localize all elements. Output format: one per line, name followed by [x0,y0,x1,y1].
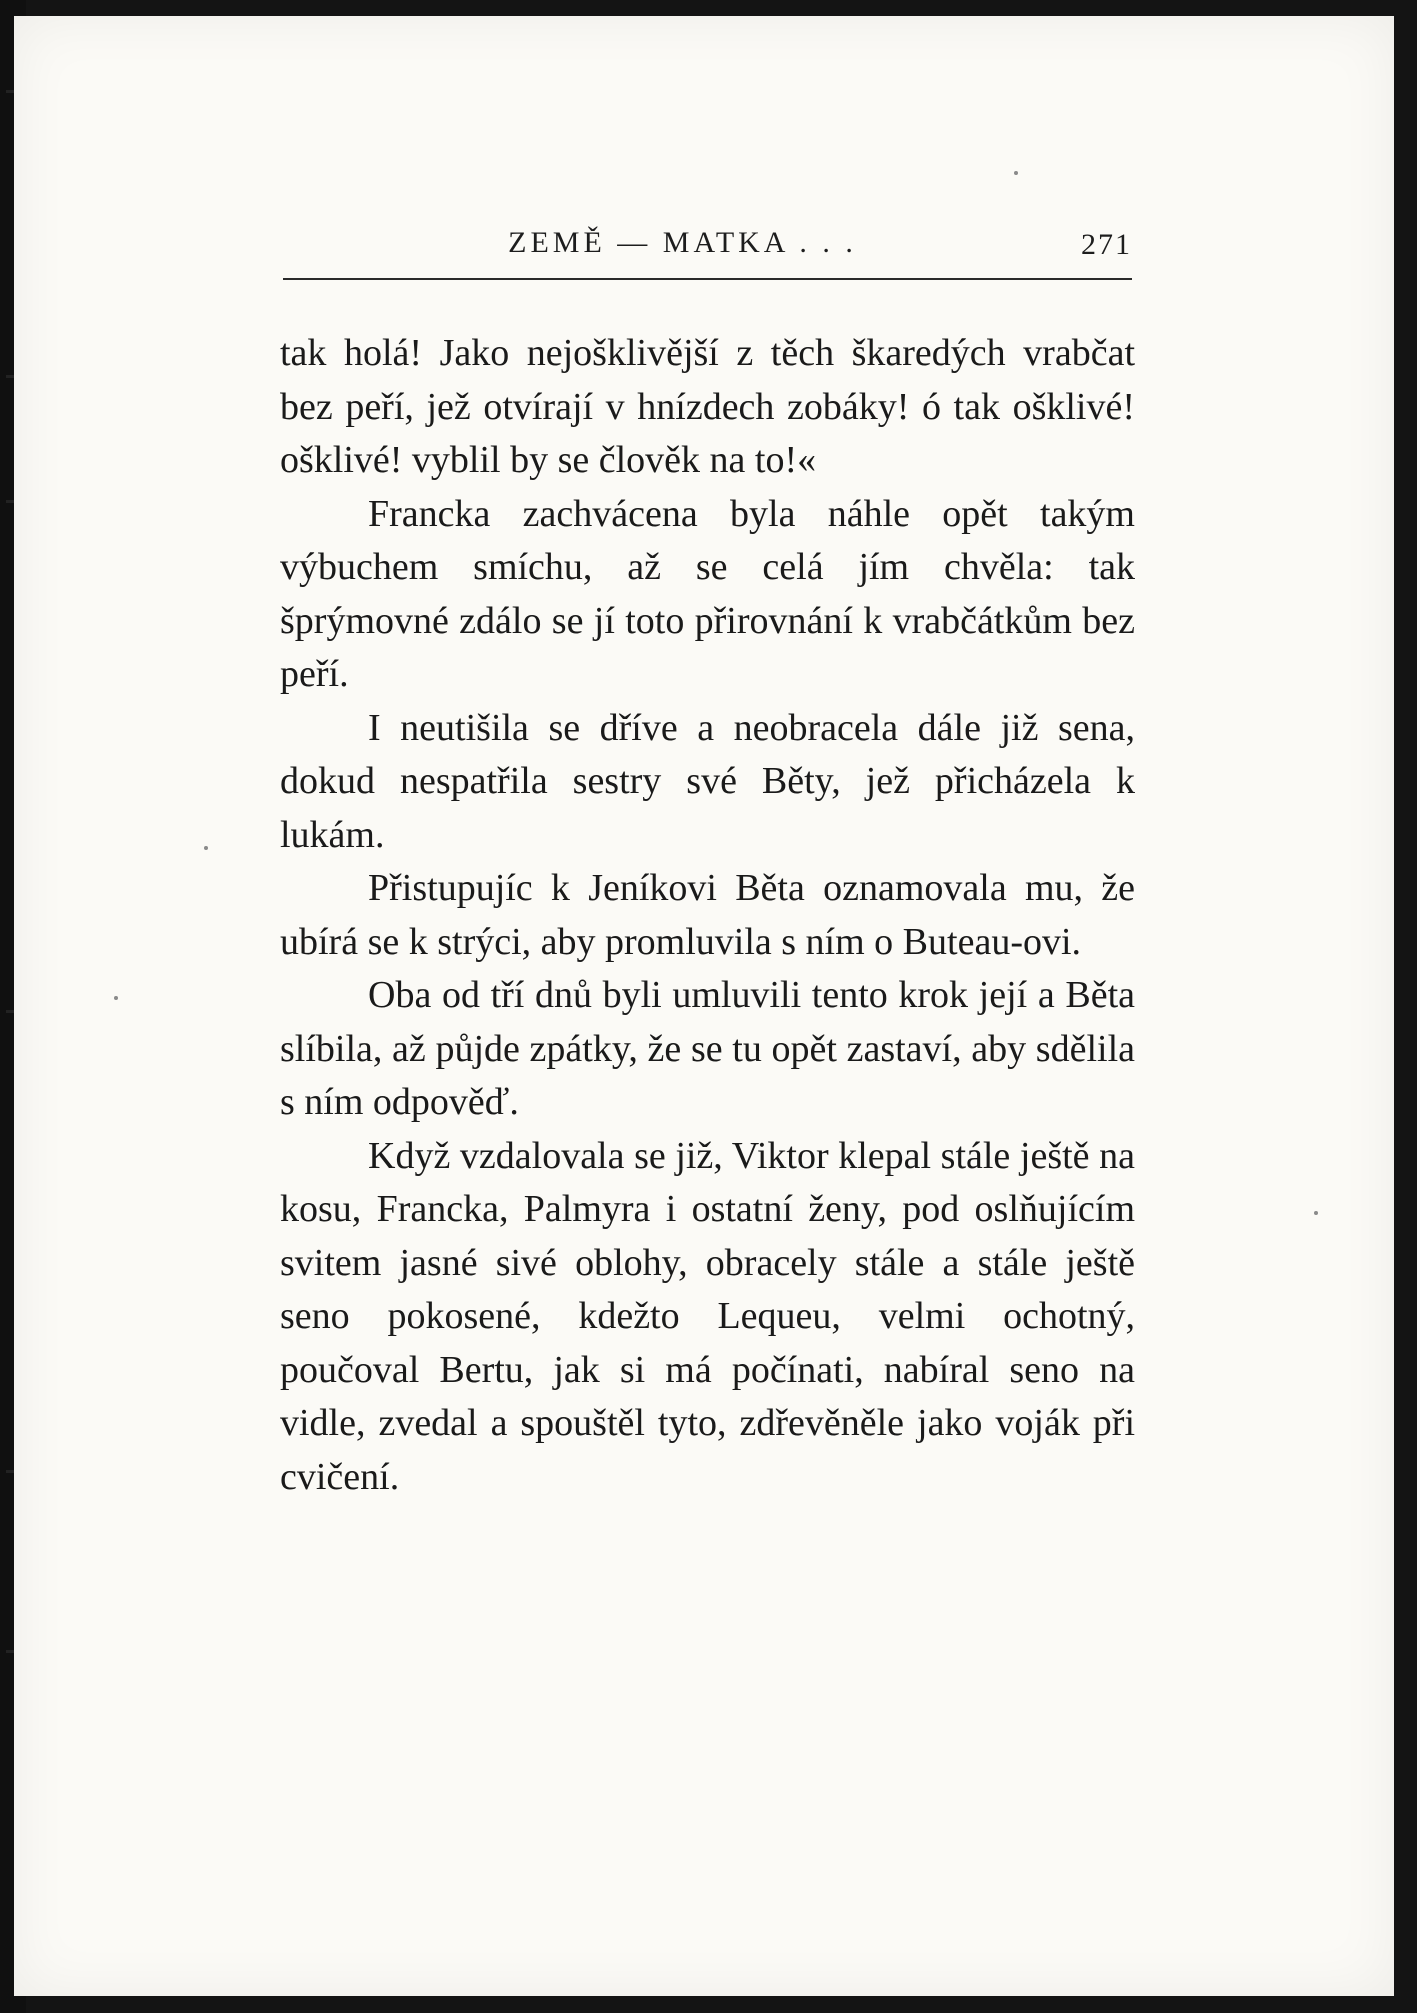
paragraph: tak holá! Jako nejošklivější z těch škaredých vrabčat bez peří, jež otvírají v hnízdech zobáky! ó tak ošklivé! ošklivé! vyblil by se člověk na to!« [280,332,1135,481]
paragraph: Když vzdalovala se již, Viktor klepal stále ještě na kosu, Francka, Palmyra i ostatní ženy, pod oslňujícím svitem jasné sivé oblohy, obracely stále a stále ještě seno pokosené, kdežto Lequeu, velmi ochotný, poučoval Bertu, jak si má počínati, nabíral seno na vidle, zvedal a spouštěl tyto, zdřevěněle jako voják při cvičení. [280,1134,1135,1498]
paragraph: I neutišila se dříve a neobracela dále již sena, dokud nespatřila sestry své Běty, jež přicházela k lukám. [280,706,1135,856]
body-text [280,327,1135,1504]
paragraph: Oba od tří dnů byli umluvili tento krok její a Běta slíbila, až půjde zpátky, že se tu opět zastaví, aby sdělila s ním odpověď. [280,974,1135,1123]
running-header [283,226,1132,266]
paragraph: Francka zachvácena byla náhle opět takým výbuchem smíchu, až se celá jím chvěla: tak šprýmovné zdálo se jí toto přirovnání k vrabčátkům bez peří. [280,492,1135,695]
paper-speck [204,846,208,850]
paper-speck [1314,1211,1318,1215]
running-head-title: ZEMĚ — MATKA . . . [508,226,857,259]
page-number: 271 [1081,228,1132,261]
paragraph: Přistupujíc k Jeníkovi Běta oznamovala mu, že ubírá se k strýci, aby promluvila s ním o Buteau-ovi. [280,867,1135,963]
paper-speck [114,996,118,1000]
paper-speck [1014,171,1018,175]
header-rule [283,278,1132,280]
